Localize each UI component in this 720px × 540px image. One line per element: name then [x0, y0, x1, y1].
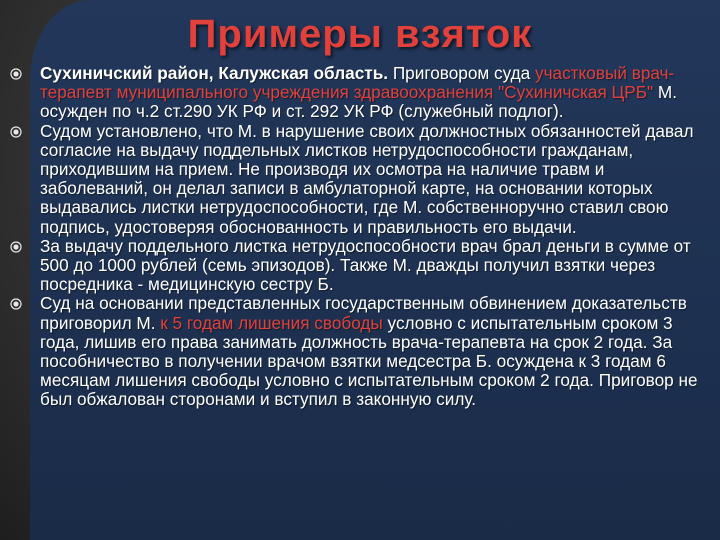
bullet-text: М. осужден по ч.2 ст.290 УК РФ и ст. 292 УК РФ (служебный подлог). [40, 82, 677, 122]
bullet-item [40, 122, 712, 237]
bullet-item [40, 237, 712, 295]
bullet-item [40, 64, 712, 122]
highlight-text: к 5 годам лишения свободы [160, 312, 383, 333]
bullet-text: За выдачу поддельного листка нетрудоспособности врач брал деньги в сумме от 500 до 1000 рублей (семь эпизодов). Также М. дважды получил взятки через посредника - медицинскую сестру Б. [40, 235, 691, 295]
highlight-text: участковый врач-терапевт муниципального учреждения здравоохранения "Сухиничская ЦРБ" [40, 63, 675, 103]
bullet-list [40, 64, 712, 410]
circled-dot-icon [10, 126, 22, 138]
circled-dot-icon [10, 68, 22, 80]
bullet-text: Суд на основании представленных государственным обвинением доказательств приговорил М. [40, 293, 687, 333]
bullet-text: условно с испытательным сроком 3 года, лишив его права занимать должность врача-терапевта на срок 2 года. За пособничество в получении врачом взятки медсестра Б. осуждена к 3 годам 6 месяцам лишения свободы условно с испытательным сроком 2 года. Приговор не был обжалован сторонами и вступил в законную силу. [40, 312, 698, 410]
bullet-text: Судом установлено, что М. в нарушение своих должностных обязанностей давал согласие на выдачу поддельных листков нетрудоспособности гражданам, приходившим на прием. Не производя их осмотра на наличие травм и заболеваний, он делал записи в амбулаторной карте, на основании которых выдавались листки нетрудоспособности, где М. собственноручно ставил свою подпись, удостоверяя обоснованность и правильность его выдачи. [40, 120, 694, 237]
bullet-item [40, 294, 712, 409]
bullet-text: Приговором суда [388, 63, 535, 83]
circled-dot-icon [10, 298, 22, 310]
bullet-lead: Сухиничский район, Калужская область. [40, 63, 389, 83]
circled-dot-icon [10, 241, 22, 253]
slide-title: Примеры взяток [187, 12, 533, 56]
